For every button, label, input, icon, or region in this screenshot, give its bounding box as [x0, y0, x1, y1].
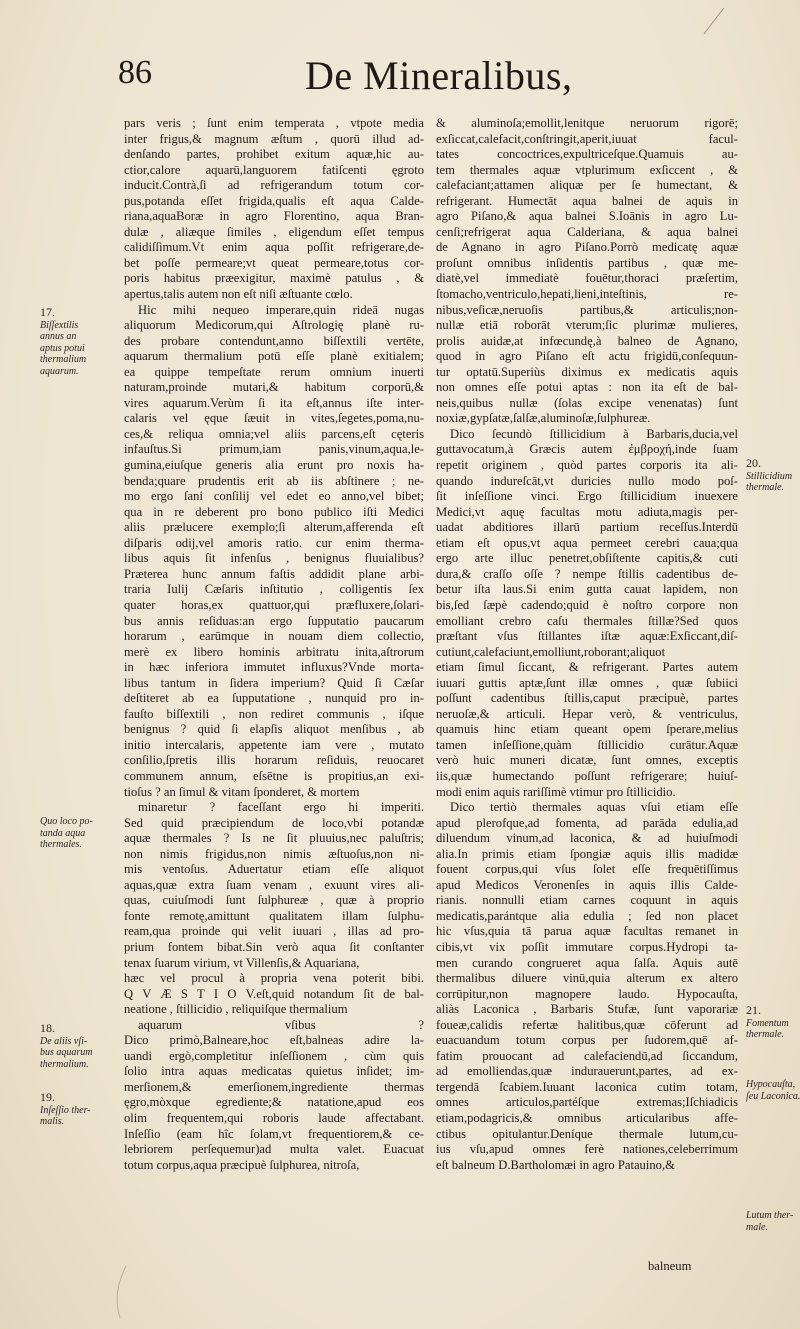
text-line: traria Iulij Cæſaris inſtitutio , colligentis ſex [124, 582, 424, 597]
text-line: Inſeſſio (eam hîc ſolam,vt frequentiorem,& ce- [124, 1126, 424, 1141]
text-line: rianis. nonnulli etiam carnes coquunt in aquis [436, 893, 738, 908]
text-line: agro Piſano,& aqua balnei S.Ioānis in agro Lu- [436, 209, 738, 224]
text-line: modi enim aquis rariſſimè vtimur pro ſtillicidio. [436, 784, 676, 799]
text-line: Dico primò,Balneare,hoc eſt,balneas adire la- [124, 1033, 424, 1048]
text-line: non nimis frigidus,non nimis æſtuoſus,non ni- [124, 846, 424, 861]
text-line: alia.In primis etiam ſpongiæ aquis illis madidæ [436, 846, 738, 861]
text-line: etiam eſt opus,vt aqua permeet cerebri caua;qua [436, 535, 738, 550]
margin-note-line: thermale. [746, 482, 785, 493]
text-line: tioſus ? an ſimul & vitam ſponderet, & mortem [124, 784, 360, 799]
margin-note-line: aquarum. [40, 365, 79, 377]
text-line: denſando partes, prohibet exitum aquæ,hic au- [124, 147, 424, 162]
text-line: foueæ,calidis refertæ halitibus,quæ cōferunt ad [436, 1017, 738, 1032]
text-line: quando indureſcāt,vt duricies nullo modo poſ- [436, 473, 738, 488]
text-line: fonte remotę,amittunt qualitatem illam ſulphu- [124, 908, 424, 923]
text-line: aquarum vſibus ? [138, 1017, 424, 1032]
page-number: 86 [118, 54, 152, 91]
text-line: tates concoctrices,expultriceſque.Quamuis au- [436, 147, 738, 162]
text-line: Dico tertiò thermales aquas vſui etiam eſſe [450, 800, 738, 815]
text-line: cenſi;refrigerat aqua Calderiana, & aqua balnei [436, 224, 738, 239]
text-line: cutiunt,calefaciunt,emolliunt,roborant;aliquot [436, 644, 666, 659]
margin-note-line: thermalium. [40, 1058, 89, 1070]
text-line: minaretur ? faceſſant ergo hi imperiti. [138, 800, 424, 815]
text-line: apertus,talis autem non eſt niſi æſtuante cœlo. [124, 287, 353, 302]
text-line: deſtiteret ab ea ſupputatione , nunquid pro in- [124, 691, 424, 706]
text-line: tamen inſeſſione,quàm ſtillicidio curātur.Aquæ [436, 737, 738, 752]
text-line: medicatis,parántque alia edulia ; ſed non placet [436, 908, 738, 923]
text-line: des probare contendunt,anno biſſextili vertēte, [124, 333, 424, 348]
text-line: calaris vel ęque ſæuit in vites,ſegetes,poma,nu- [124, 411, 424, 426]
margin-note-number: 18. [40, 1021, 55, 1035]
margin-note-line: thermalium [40, 354, 87, 365]
margin-note-hypocausta [746, 1079, 800, 1102]
margin-note-line: bus aquarum [40, 1047, 93, 1058]
text-line: hæc vel procul à propria vena poterit bibi. [124, 971, 424, 986]
text-line: fauſto biſſextili , non rediret communis , iſque [124, 706, 424, 721]
text-line: gumina,eiuſque generis alia erunt pro noxis ha- [124, 458, 424, 473]
text-line: inter frigus,& magnum æſtum , quorū illud ad- [124, 131, 424, 146]
margin-note-17 [40, 307, 86, 377]
margin-note-line: annus an [40, 331, 77, 342]
text-line: aquas,quæ extra ſuam venam , exuunt vires ali- [124, 877, 424, 892]
text-line: bus annis reſiduas:an ergo ſupputatio paucarum [124, 613, 424, 628]
text-line: proſunt omnibus inſidentis partibus , quæ me- [436, 255, 738, 270]
text-line: tenax ſuarum virium, vt Villenſis,& Aquariana, [124, 955, 360, 970]
margin-note-lutum [746, 1210, 793, 1233]
text-line: dura,& craſſo oſſe ? nempe ſtillis cadentibus de- [436, 566, 738, 581]
text-line: iis,quæ humectando poſſunt refrigerare; huiuſ- [436, 768, 738, 783]
text-line: de Agnano in agro Piſano.Porrò medicatę aquæ [436, 240, 738, 255]
margin-note-loco [40, 816, 93, 851]
text-line: ctior,calore aquarū,languorem fatiſcenti ęgroto [124, 162, 424, 177]
text-line: benda;quare prudentis erit ab iis abſtinere ; ne- [124, 473, 424, 488]
text-line: Medici,vt aquę facultas motu adiuta,magis per- [436, 504, 738, 519]
text-line: communem annum, eſsētne is propitius,an exi- [124, 768, 424, 783]
text-line: iuuari guttis aptæ,ſunt illæ omnes , quæ ſubiici [436, 675, 738, 690]
text-line: ſtomacho,ventriculo,hepati,lieni,inteſtinis, re- [436, 287, 738, 302]
text-line: bis,ſed ſæpè cadendo;quid è noſtro corpore non [436, 597, 738, 612]
text-line: quas, cuiuſmodi ſunt ſulphureæ , quæ à proprio [124, 893, 424, 908]
text-line: mo ergo ſani conſilij vel edet eo anno,vel bibet; [124, 489, 424, 504]
ink-stroke-mark [700, 6, 730, 36]
text-line: benignus ? quid ſi elapſis aliquot menſibus , ab [124, 722, 424, 737]
text-line: tur optatū.Superiùs diximus ex medicatis aquis [436, 364, 738, 379]
margin-note-line: malis. [40, 1116, 65, 1127]
text-line: euacuandum totum corpus per ſudorem,quē af- [436, 1033, 738, 1048]
margin-note-line: Stillicidium [746, 470, 793, 482]
margin-note-20 [746, 458, 792, 494]
text-line: verò huic muneri dicatæ, ſunt omnes, exceptis [436, 753, 738, 768]
text-line: aliis prælucere exemplo;ſi alterum,afferenda eſt [124, 520, 424, 535]
text-line: poſſunt cadentibus ſtillis,caput præcipuè, partes [436, 691, 738, 706]
text-line: aliàs Laconica , Barbaris Stufæ, ſunt vaporariæ [436, 1002, 738, 1017]
margin-note-line: thermale. [746, 1029, 785, 1040]
text-line: qua in re deberent pro bono publico iſti Medici [124, 504, 424, 519]
ink-stroke-mark [106, 1262, 136, 1322]
text-line: aliquorum Medicorum,qui Aſtrologię planè ru- [124, 318, 424, 333]
text-line: Sed quid præcipiendum de loco,vbi potandæ [124, 815, 424, 830]
text-line: aquarum thermalium potū eſſe planè exitialem; [124, 349, 424, 364]
text-line: ces,& reliqua omnia;vel aliis parcens,eſt cęteris [124, 426, 424, 441]
margin-note-line: Biſſextilis [40, 319, 79, 331]
text-line: & aluminoſa;emollit,lenitque neruorum rigorē; [436, 116, 738, 130]
text-line: fatim prouocant ad calefaciendū,ad ſiccandum, [436, 1048, 738, 1063]
text-line: hic vſus,quia tā parua aquæ facultas remanet in [436, 924, 738, 939]
text-line: Hic mihi nequeo imperare,quin rideā nugas [138, 302, 424, 317]
text-line: ęgro,mòxque egrediente;& natatione,apud eos [124, 1095, 424, 1110]
text-line: ergo arte illuc penetret,obſiſtente capitis,& cuti [436, 551, 738, 566]
text-line: præſtant vſus ſtillantes iſtæ aquæ:Exſiccant,diſ- [436, 629, 738, 644]
margin-note-number: 20. [746, 456, 761, 470]
text-line: Q V Æ S T I O V.eſt,quid notandum ſit de bal- [124, 986, 424, 1001]
margin-note-line: tanda aqua [40, 827, 86, 839]
text-line: betur iſta laus.Si enim gutta cauat lapidem, non [436, 582, 738, 597]
text-line: uadat abditiores illarū partium receſſus.Interdū [436, 520, 738, 535]
text-line: eſt balneum D.Bartholomæi in agro Patauino,& [436, 1157, 675, 1172]
text-line: lebriorem perſequemur)ad multa valet. Euacuat [124, 1142, 424, 1157]
text-line: calefaciant;attamen aliquæ per ſe humectant, & [436, 178, 738, 193]
text-line: apud Medicos Veronenſes in aquis illis Calde- [436, 877, 738, 892]
text-line: pus,potanda eſſet frigida,qualis eſt aqua Calde- [124, 193, 424, 208]
text-line: ad emolliendas,quæ indurauerunt,partes, ad ex- [436, 1064, 738, 1079]
text-line: infauſtus.Si primum,iam panis,vinum,aqua,le- [124, 442, 424, 457]
margin-note-18 [40, 1023, 93, 1070]
text-line: merſionem,& emerſionem,ingrediente thermas [124, 1079, 424, 1094]
text-line: dulæ , aliæque ſimiles , eligendum eſſet tempus [124, 224, 424, 239]
text-line: omnes articulos,partéſque extremas;Iſchiadicis [436, 1095, 738, 1110]
text-line: non omnes eſſe potui aptas : non ita eſt de bal- [436, 380, 738, 395]
text-line: Præterea hunc annum faſtis addidit plane arbi- [124, 566, 424, 581]
text-line: pars veris ; ſunt enim temperata , vtpote media [124, 116, 424, 130]
margin-note-line: De aliis vſi- [40, 1035, 88, 1047]
text-line: ea quippe tempeſtate rerum omnium inuerti [124, 364, 424, 379]
text-line: tergendā ſcabiem.Iuuant laconica cutim totam, [436, 1079, 738, 1094]
text-line: totum corpus,aqua præcipuè ſulphurea, nitroſa, [124, 1157, 360, 1172]
text-line: guttavocatum,à Græcis autem ἐμβροχή,inde ſuam [436, 442, 738, 457]
margin-note-line: thermales. [40, 839, 82, 850]
text-line: diſparis odij,vel amoris ratio. cur enim therma- [124, 535, 424, 550]
text-line: inducit.Contrà,ſi ad refrigerandum totum cor- [124, 178, 424, 193]
left-text-column [124, 116, 424, 1173]
text-line: naturam,proinde mutari,& habitum corporū,& [124, 380, 424, 395]
text-line: riana,aquaBoræ in agro Florentino, aqua Bran- [124, 209, 424, 224]
text-line: ctibus opitulantur.Deníque thermale lutum,cu- [436, 1126, 738, 1141]
margin-note-number: 21. [746, 1003, 761, 1017]
text-line: quater horas,ex quattuor,qui præfluxere,ſolari- [124, 597, 424, 612]
text-line: noxiæ,gypſatæ,ſalſæ,aluminoſæ,ſulphureæ. [436, 411, 651, 426]
margin-note-21 [746, 1005, 789, 1041]
margin-note-number: 19. [40, 1090, 55, 1104]
margin-note-19 [40, 1092, 91, 1128]
text-line: exſiccat,calefacit,conſtringit,aperit,iuuat facul- [436, 131, 738, 146]
text-line: ius vſu,apud omnes ferè nationes,celeberrimum [436, 1142, 738, 1157]
margin-note-line: aptus potui [40, 342, 85, 354]
text-line: repetit originem , quòd partes corporis ita ali- [436, 458, 738, 473]
text-line: neatione , ſtillicidio , reliquiſque thermalium [124, 1002, 348, 1017]
text-line: merè ex libero hominis arbitratu inita,aſtrorum [124, 644, 424, 659]
margin-note-line: male. [746, 1221, 768, 1233]
text-line: horarum , earūmque in nouam diem collectio, [124, 629, 424, 644]
text-line: nibus,veſicæ,neruoſis partibus,& articulis;non- [436, 302, 738, 317]
text-line: libus tantum in ſidera imperium? Quid ſi Cæſar [124, 675, 424, 690]
text-line: uandi ergò,completitur inſeſſionem , cùm quis [124, 1048, 424, 1063]
margin-note-line: Quo loco po- [40, 816, 93, 827]
text-line: thermalibus diluere vinū,quia alterum ex altero [436, 971, 738, 986]
margin-note-line: ſeu Laconica. [746, 1090, 800, 1102]
text-line: etiam,podagricis,& omnibus articularibus affe- [436, 1111, 738, 1125]
text-line: poris habitus præexigitur, maximè patulus , & [124, 271, 424, 286]
text-line: cibis,vt vix poſſit immutare corpus.Hydropi ta- [436, 939, 738, 954]
text-line: apud plerofque,ad fomenta, ad parāda edulia,ad [436, 815, 738, 830]
text-line: neruoſæ,& articuli. Hepar verò, & ventriculus, [436, 706, 738, 721]
text-line: aquæ thermales ? Is ne ſit pluuius,nec paluſtris; [124, 831, 424, 846]
text-line: quod in agro Piſano eſt actu frigidū,conſequun- [436, 349, 738, 364]
running-head: De Mineralibus, [305, 53, 573, 98]
margin-note-line: Inſeſſio ther- [40, 1104, 91, 1116]
catchword: balneum [648, 1259, 692, 1273]
text-line: nullæ etiā roborāt vterum;ſic plurimæ mulieres, [436, 318, 738, 333]
text-line: neis,quibus nullæ (ſolas excipe venenatas) ſunt [436, 395, 738, 410]
text-line: in hæc inferiora immutet influxus?Vnde morta- [124, 660, 424, 675]
text-line: corrūpitur,non magnopere laudo. Hypocauſta, [436, 986, 738, 1001]
text-line: diatè,vel immediatè fouētur,thoraci præſertim, [436, 271, 738, 286]
text-line: prium fontem bibat.Sin verò aqua ſit conſtanter [124, 939, 424, 954]
text-line: ſolio intra aquas medicatas quietus inſidet; im- [124, 1064, 424, 1079]
text-line: prolis auidæ,at infœcundę,à balneo de Agnano, [436, 333, 738, 348]
text-line: refrigerant. Humectāt aqua balnei de aquis in [436, 193, 738, 208]
text-line: fouent corpus,qui vſus ſolet eſſe frequētiſſimus [436, 862, 738, 877]
text-line: men curando congrueret aqua ſalſa. Aquis autē [436, 955, 738, 970]
text-line: mis ventoſus. Aduertatur etiam eſſe aliquot [124, 862, 424, 877]
text-line: initio intercalaris, appetente iam vere , mutato [124, 737, 424, 752]
margin-note-line: Hypocauſta, [746, 1079, 796, 1090]
page-header [0, 52, 800, 112]
text-line: etiam ſimul ſiccant, & refrigerant. Partes autem [436, 660, 738, 675]
text-line: emolliant crebro caſu thermales ſtillæ?Sed quos [436, 613, 738, 628]
text-line: quamuis hinc etiam queant opem ſperare,melius [436, 722, 738, 737]
text-line: conſilio,ſpretis illis horarum reſiduis, reuocaret [124, 753, 424, 768]
text-line: bet poſſe permeare;vt queat permeare,totus cor- [124, 255, 424, 270]
text-line: ream,qua proinde qui velit iuuari , illas ad pro- [124, 924, 424, 939]
text-line: vires aquarum.Verùm ſi ita eſt,annus iſte inter- [124, 395, 424, 410]
right-text-column [436, 116, 738, 1173]
text-line: Dico ſecundò ſtillicidium à Barbaris,ducia,vel [450, 426, 738, 441]
margin-note-line: Fomentum [746, 1017, 789, 1029]
text-line: tem thermales aquæ vtplurimum exſiccent , & [436, 162, 738, 177]
text-line: ſit inſeſſione vinci. Ergo ſtillicidium inuexere [436, 489, 738, 504]
text-line: calidiſſimum.Vt enim aqua poſſit refrigerare,de- [124, 240, 424, 255]
margin-note-line: Lutum ther- [746, 1210, 794, 1221]
text-line: diluendum vinum,ad laconica, & ad huiuſmodi [436, 831, 738, 846]
margin-note-number: 17. [40, 305, 55, 319]
text-line: libus aquis ſit infenſus , benignus fluuialibus? [124, 551, 424, 566]
text-line: olim frequentem,qui roboris laude affectabant. [124, 1111, 424, 1125]
